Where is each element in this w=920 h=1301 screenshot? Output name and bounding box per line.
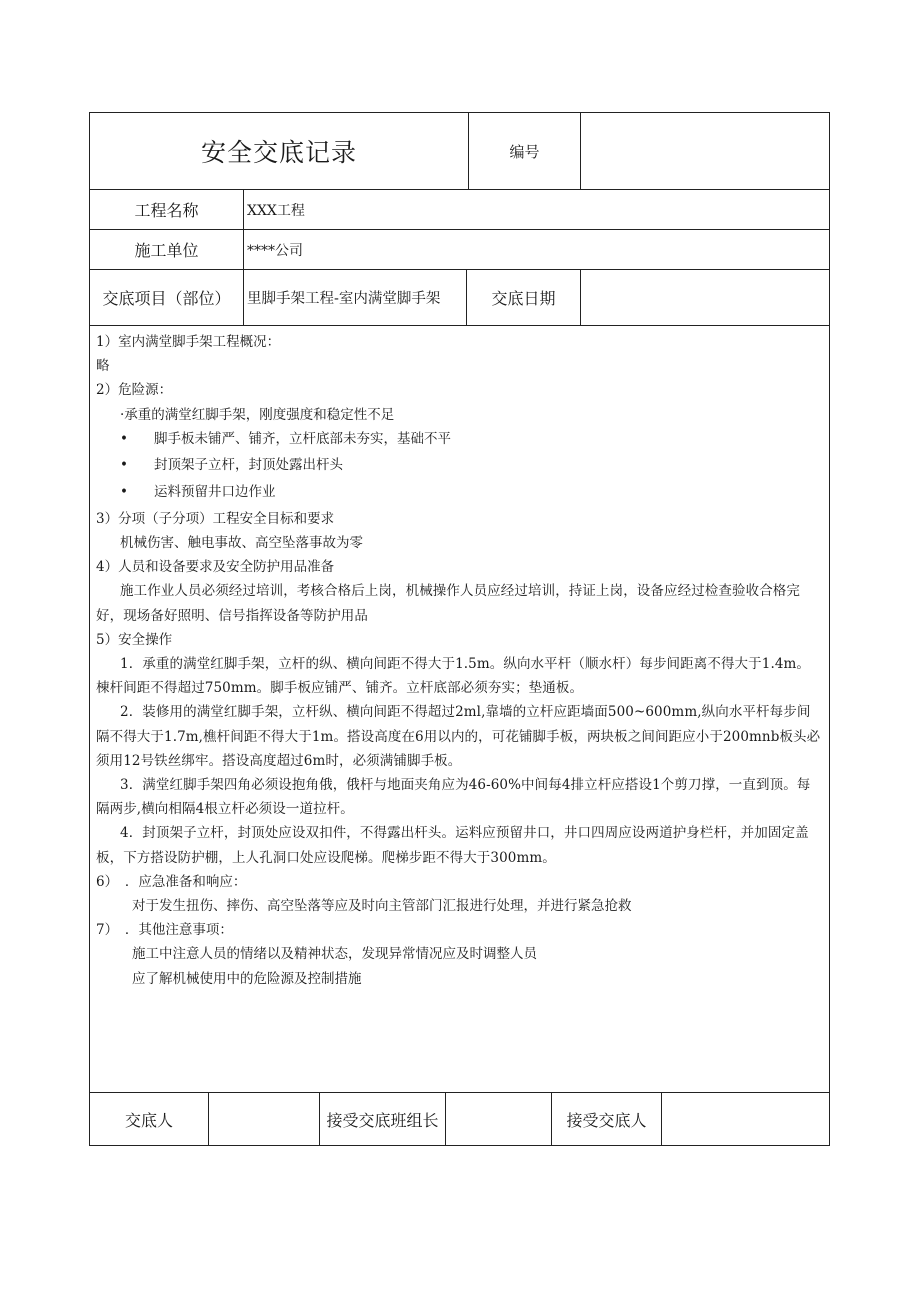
hazard-item: • 封顶架子立杆，封顶处露出杆头	[96, 453, 823, 480]
bullet-icon: •	[120, 483, 128, 500]
disclosure-date-label: 交底日期	[491, 289, 556, 308]
form-title: 安全交底记录	[200, 138, 357, 167]
section-1-body: 略	[96, 358, 110, 375]
disclosure-date-field[interactable]	[581, 270, 829, 325]
section-6-title: 6） ．应急准备和响应：	[96, 873, 247, 890]
section-6-body: 对于发生扭伤、摔伤、高空坠落等应及时向主管部门汇报进行处理，并进行紧急抢救	[132, 898, 632, 915]
receiver-signature-field[interactable]	[662, 1093, 829, 1145]
discloser-label: 交底人	[124, 1110, 173, 1130]
safety-disclosure-form	[89, 112, 830, 1146]
section-2-title: 2）危险源：	[96, 382, 173, 399]
section-7-line: 应了解机械使用中的危险源及控制措施	[132, 970, 362, 987]
bullet-icon: •	[120, 430, 128, 447]
receiver-label: 接受交底人	[566, 1110, 647, 1130]
section-7-line: 施工中注意人员的情绪以及精神状态，发现异常情况应及时调整人员	[132, 946, 537, 963]
number-label: 编号	[509, 142, 540, 161]
number-field[interactable]	[581, 113, 829, 189]
hazard-item: • 运料预留井口边作业	[96, 480, 823, 507]
project-name-field[interactable]: XXX工程	[247, 202, 305, 219]
section-3-title: 3）分项（子分项）工程安全目标和要求	[96, 510, 335, 527]
section-1-title: 1）室内满堂脚手架工程概况：	[96, 334, 281, 350]
project-name-label: 工程名称	[134, 201, 199, 220]
section-3-body: 机械伤害、触电事故、高空坠落事故为零	[120, 535, 363, 552]
operation-rule-3: 3．满堂红脚手架四角必须设抱角俄，俄杆与地面夹角应为46-60%中间每4排立杆应搭设1个剪刀撑，一直到顶。每隔两步,横向相隔4根立杆必须设一道拉杆。	[96, 777, 811, 818]
operation-rule-4: 4．封顶架子立杆，封顶处应设双扣件，不得露出杆头。运料应预留井口，井口四周应设两道护身栏杆，并加固定盖板，下方搭设防护棚，上人孔洞口处应设爬梯。爬梯步距不得大于300mm。	[96, 825, 809, 866]
construction-unit-field[interactable]: ****公司	[247, 242, 303, 259]
construction-unit-label: 施工单位	[134, 241, 199, 260]
discloser-signature-field[interactable]	[209, 1093, 319, 1145]
team-leader-label: 接受交底班组长	[326, 1110, 439, 1130]
hazard-item: ·承重的满堂红脚手架，刚度强度和稳定性不足	[120, 406, 395, 423]
disclosure-item-label: 交底项目（部位）	[102, 289, 231, 308]
team-leader-signature-field[interactable]	[446, 1093, 551, 1145]
section-4-body: 施工作业人员必须经过培训，考核合格后上岗，机械操作人员应经过培训，持证上岗，设备应经过检查验收合格完好，现场备好照明、信号指挥设备等防护用品	[96, 583, 800, 624]
section-7-title: 7） ．其他注意事项：	[96, 922, 233, 939]
section-4-title: 4）人员和设备要求及安全防护用品准备	[96, 559, 335, 576]
hazard-item: • 脚手板未铺严、铺齐，立杆底部未夯实，基础不平	[96, 427, 823, 453]
bullet-icon: •	[120, 456, 128, 473]
disclosure-content	[90, 326, 829, 1092]
operation-rule-2: 2．装修用的满堂红脚手架，立杆纵、横向间距不得超过2ml,靠墙的立杆应距墙面500~600mm,纵向水平杆每步间隔不得大于1.7m,樵杆间距不得大于1m。搭设高度在6用以内的，可花铺脚手板，两块板之间间距应小于200mnb板头必须用12号铁丝绑牢。搭设高度超过6m时，必须满铺脚手板。	[96, 704, 821, 769]
disclosure-item-field[interactable]: 里脚手架工程-室内满堂脚手架	[247, 291, 441, 307]
section-5-title: 5）安全操作	[96, 631, 173, 648]
operation-rule-1: 1．承重的满堂红脚手架，立杆的纵、横向间距不得大于1.5m。纵向水平杆（顺水杆）每步间距离不得大于1.4m。棟杆间距不得超过750mm。脚手板应铺严、铺齐。立杆底部必须夯实；垫通板。	[96, 656, 811, 697]
